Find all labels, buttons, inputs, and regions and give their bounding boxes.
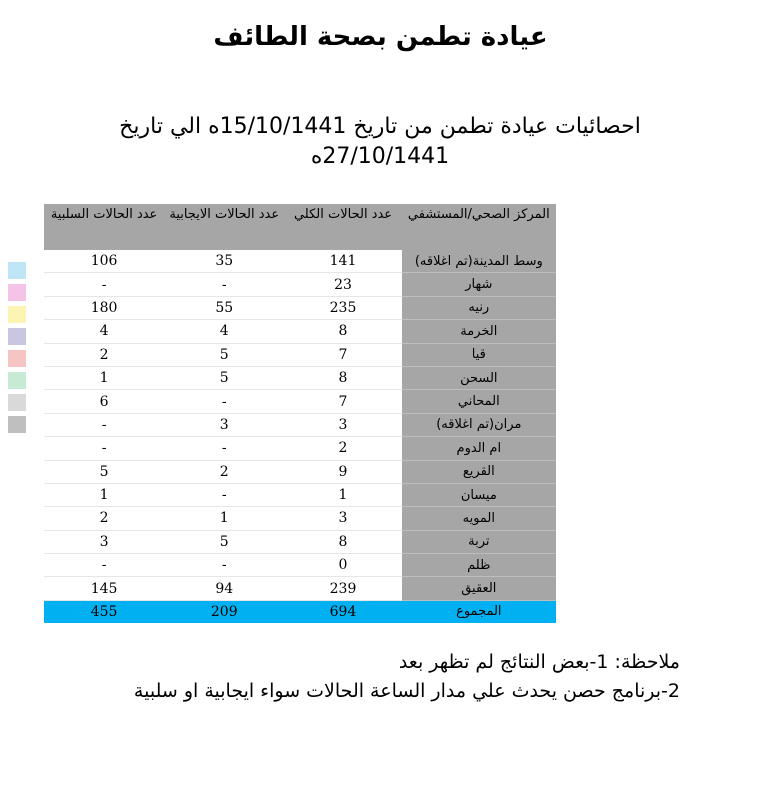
color-swatch [8, 394, 26, 411]
negative-cases-cell: 6 [44, 390, 164, 413]
total-cases-cell: 7 [284, 390, 401, 413]
center-name-cell: ميسان [402, 483, 556, 506]
total-cases-cell: 1 [284, 483, 401, 506]
total-cases-cell: 2 [284, 437, 401, 460]
total-cases-cell: 3 [284, 507, 401, 530]
negative-cases-cell: 455 [44, 600, 164, 623]
positive-cases-cell: 209 [164, 600, 284, 623]
color-swatch-strip [8, 262, 26, 438]
positive-cases-cell: 55 [164, 296, 284, 319]
negative-cases-cell: - [44, 413, 164, 436]
table-row [44, 507, 556, 530]
center-name-cell: السحن [402, 366, 556, 389]
negative-cases-cell: 106 [44, 250, 164, 273]
statistics-table [44, 204, 556, 623]
total-cases-cell: 3 [284, 413, 401, 436]
positive-cases-cell: 5 [164, 530, 284, 553]
total-cases-cell: 235 [284, 296, 401, 319]
negative-cases-cell: 5 [44, 460, 164, 483]
color-swatch [8, 372, 26, 389]
total-cases-cell: 239 [284, 577, 401, 600]
header-negative: عدد الحالات السلبية [44, 204, 164, 250]
negative-cases-cell: 180 [44, 296, 164, 319]
total-cases-cell: 694 [284, 600, 401, 623]
table-row [44, 460, 556, 483]
table-row [44, 366, 556, 389]
negative-cases-cell: 1 [44, 483, 164, 506]
header-positive: عدد الحالات الايجابية [164, 204, 284, 250]
total-cases-cell: 9 [284, 460, 401, 483]
negative-cases-cell: - [44, 437, 164, 460]
notes-block [60, 648, 700, 706]
positive-cases-cell: - [164, 437, 284, 460]
center-name-cell: الخرمة [402, 320, 556, 343]
total-cases-cell: 23 [284, 273, 401, 296]
total-cases-cell: 0 [284, 554, 401, 577]
table-header-row [44, 204, 556, 250]
positive-cases-cell: - [164, 554, 284, 577]
negative-cases-cell: - [44, 273, 164, 296]
positive-cases-cell: 35 [164, 250, 284, 273]
center-name-cell: المحاني [402, 390, 556, 413]
positive-cases-cell: - [164, 483, 284, 506]
header-center: المركز الصحي/المستشفي [402, 204, 556, 250]
positive-cases-cell: 2 [164, 460, 284, 483]
center-name-cell: مران(تم اغلاقه) [402, 413, 556, 436]
table-body [44, 250, 556, 623]
table-row [44, 390, 556, 413]
table-row [44, 250, 556, 273]
negative-cases-cell: 4 [44, 320, 164, 343]
negative-cases-cell: - [44, 554, 164, 577]
center-name-cell: ظلم [402, 554, 556, 577]
positive-cases-cell: 5 [164, 343, 284, 366]
center-name-cell: القريع [402, 460, 556, 483]
negative-cases-cell: 3 [44, 530, 164, 553]
center-name-cell: تربة [402, 530, 556, 553]
note-line-2: 2-برنامج حصن يحدث علي مدار الساعة الحالات سواء ايجابية او سلبية [133, 680, 680, 702]
color-swatch [8, 284, 26, 301]
negative-cases-cell: 145 [44, 577, 164, 600]
total-cases-cell: 7 [284, 343, 401, 366]
header-total: عدد الحالات الكلي [284, 204, 401, 250]
table-row [44, 296, 556, 319]
positive-cases-cell: 1 [164, 507, 284, 530]
page-title: عيادة تطمن بصحة الطائف [213, 22, 548, 52]
positive-cases-cell: 5 [164, 366, 284, 389]
negative-cases-cell: 2 [44, 343, 164, 366]
positive-cases-cell: 3 [164, 413, 284, 436]
table-row [44, 320, 556, 343]
center-name-cell: المويه [402, 507, 556, 530]
positive-cases-cell: 4 [164, 320, 284, 343]
table-row [44, 554, 556, 577]
center-name-cell: شهار [402, 273, 556, 296]
table-row [44, 530, 556, 553]
positive-cases-cell: - [164, 273, 284, 296]
table-total-row [44, 600, 556, 623]
negative-cases-cell: 2 [44, 507, 164, 530]
positive-cases-cell: - [164, 390, 284, 413]
color-swatch [8, 306, 26, 323]
center-name-cell: قيا [402, 343, 556, 366]
total-cases-cell: 8 [284, 366, 401, 389]
negative-cases-cell: 1 [44, 366, 164, 389]
table-row [44, 273, 556, 296]
positive-cases-cell: 94 [164, 577, 284, 600]
center-name-cell: ام الدوم [402, 437, 556, 460]
table-row [44, 483, 556, 506]
table-row [44, 343, 556, 366]
color-swatch [8, 416, 26, 433]
center-name-cell: المجموع [402, 600, 556, 623]
total-cases-cell: 8 [284, 320, 401, 343]
total-cases-cell: 8 [284, 530, 401, 553]
color-swatch [8, 262, 26, 279]
table-row [44, 577, 556, 600]
note-line-1: ملاحظة: 1-بعض النتائج لم تظهر بعد [398, 651, 680, 673]
center-name-cell: رنيه [402, 296, 556, 319]
color-swatch [8, 350, 26, 367]
total-cases-cell: 141 [284, 250, 401, 273]
table-row [44, 437, 556, 460]
color-swatch [8, 328, 26, 345]
center-name-cell: العقيق [402, 577, 556, 600]
report-subtitle: احصائيات عيادة تطمن من تاريخ 15/10/1441ه الي تاريخ 27/10/1441ه [119, 114, 641, 169]
table-row [44, 413, 556, 436]
center-name-cell: وسط المدينة(تم اغلاقه) [402, 250, 556, 273]
